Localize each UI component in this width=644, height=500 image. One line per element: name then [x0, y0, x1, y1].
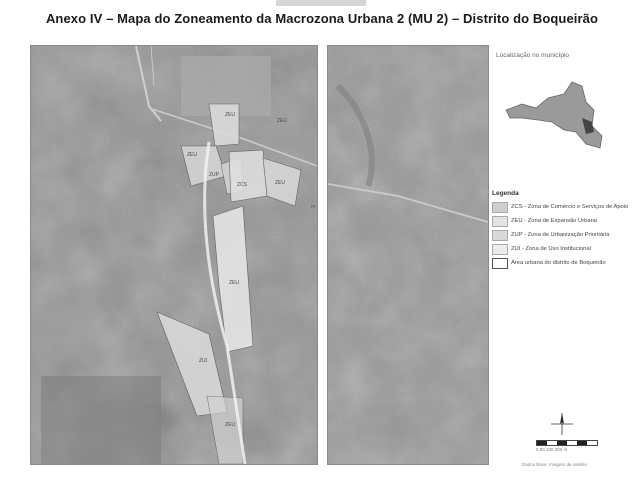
zone-label: ZCS — [237, 182, 247, 188]
legend-swatch — [492, 216, 508, 227]
legend-item-zeu — [492, 215, 597, 227]
map-panel-right[interactable] — [327, 45, 489, 465]
municipality-location-map — [502, 74, 612, 154]
zone-label: ZEU — [225, 112, 235, 118]
zone-label: ZUI — [199, 358, 208, 364]
north-arrow-icon — [550, 412, 574, 436]
zone-label: ZEU — [187, 152, 197, 158]
zone-label: ZEU — [229, 280, 239, 286]
legend-label: ZEU - Zona de Expansão Urbana — [511, 218, 598, 224]
data-source-note: Dados Base: Imagem de satélite — [522, 462, 588, 467]
map-right-image — [328, 46, 488, 464]
legend-swatch — [492, 258, 508, 269]
scan-smudge — [276, 0, 366, 6]
legend-swatch — [492, 244, 508, 255]
legend-item-zui — [492, 243, 591, 255]
zone-label: ZEU — [277, 118, 287, 124]
zone-label: ZEU — [225, 422, 235, 428]
map-edge-mark: m — [311, 204, 316, 210]
zone-label: ZUP — [209, 172, 219, 178]
legend-item-urban-area — [492, 257, 606, 269]
location-inset-label: Localização no município — [496, 52, 569, 59]
map-left-image — [31, 46, 317, 464]
scale-label: 0 50 100 200 m — [536, 447, 568, 452]
scale-bar-graphic — [536, 440, 598, 446]
legend-label: ZUI - Zona de Uso Institucional — [511, 246, 591, 252]
legend-label: Área urbana do distrito de Boqueirão — [511, 260, 606, 266]
scale-bar — [536, 440, 616, 456]
map-panel-left[interactable] — [30, 45, 318, 465]
legend-swatch — [492, 202, 508, 213]
legend-title: Legenda — [492, 190, 519, 197]
legend-item-zup — [492, 229, 609, 241]
legend-swatch — [492, 230, 508, 241]
map-title: Anexo IV – Mapa do Zoneamento da Macrozona Urbana 2 (MU 2) – Distrito do Boqueirão — [45, 11, 599, 26]
legend-label: ZUP - Zona de Urbanização Prioritária — [511, 232, 610, 238]
legend-label: ZCS - Zona de Comércio e Serviços de Apoio — [511, 204, 629, 210]
legend-item-zcs — [492, 201, 628, 213]
zone-label: ZEU — [275, 180, 285, 186]
